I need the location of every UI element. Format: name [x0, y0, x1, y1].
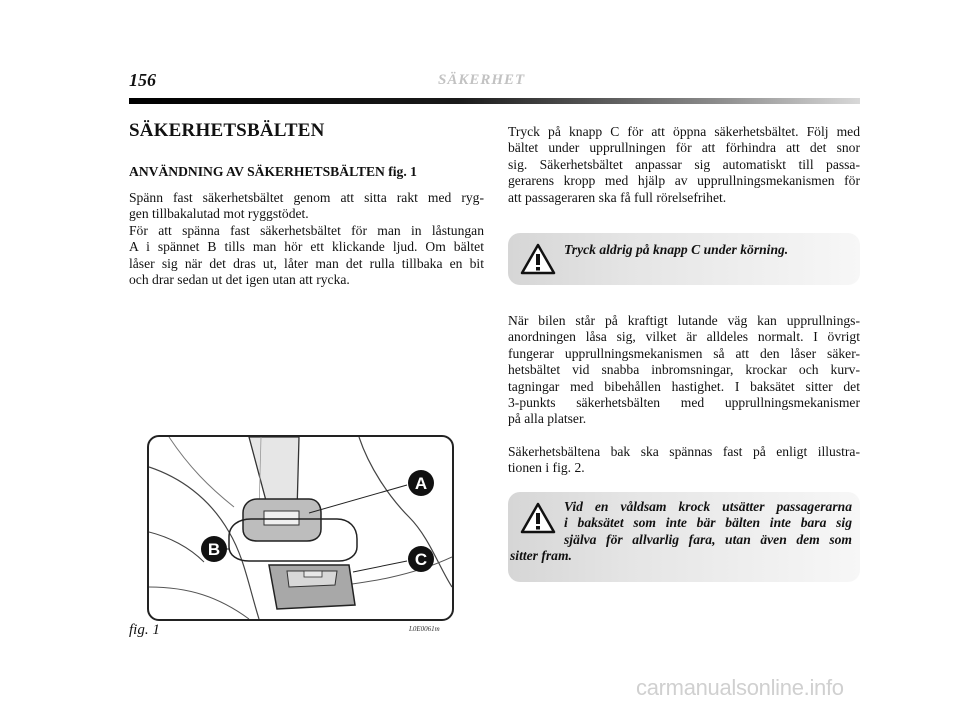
text-line: Tryck på knapp C för att öppna säkerhetsbältet. Följ med: [508, 124, 860, 139]
label-a-marker: [408, 470, 434, 496]
text-line: tagningar med bibehållen hastighet. I baksätet sitter det: [508, 378, 860, 394]
label-c: C: [414, 550, 428, 569]
section-title: SÄKERHETSBÄLTEN: [129, 120, 325, 141]
right-paragraph-1: [508, 124, 860, 206]
label-a: A: [414, 474, 428, 493]
text-line: A i spännet B tills man hör ett klickande ljud. Om bältet: [129, 239, 484, 255]
running-header: SÄKERHET: [438, 72, 526, 88]
text-line: fungerar upprullningsmekanismen så att den låser säker-: [508, 345, 860, 361]
left-paragraph: [129, 190, 484, 288]
warning-text-2: [564, 499, 852, 548]
warning-box-1: [508, 233, 860, 285]
text-line: För att spänna fast säkerhetsbältet för man in låstungan: [129, 222, 484, 238]
text-line: tionen i fig. 2.: [508, 460, 585, 476]
figure-code: L0E0061m: [409, 625, 440, 633]
right-paragraph-3: [508, 444, 860, 477]
warning-text-1: Tryck aldrig på knapp C under körning.: [564, 242, 789, 257]
figure-caption: fig. 1: [129, 622, 160, 638]
header-rule: [129, 98, 860, 104]
seatbelt-buckle-illustration: [147, 435, 454, 621]
warning-line: sitter fram.: [510, 548, 572, 563]
text-line: låser sig när det dras ut, låter man det rulla tillbaka en bit: [129, 255, 484, 271]
text-line: 3-punkts säkerhetsbälten med upprullningsmekanismer: [508, 395, 860, 411]
label-c-marker: [408, 546, 434, 572]
text-line: Spänn fast säkerhetsbältet genom att sitta rakt med ryg-: [129, 190, 484, 205]
text-line: gerarens kropp med hjälp av upprullningsmekanismen för: [508, 173, 860, 189]
text-line: Säkerhetsbältena bak ska spännas fast på enligt illustra-: [508, 444, 860, 459]
text-line: och drar sedan ut det igen utan att rycka.: [129, 272, 350, 288]
label-b-marker: [201, 536, 227, 562]
watermark: carmanualsonline.info: [636, 675, 844, 700]
warning-line: i baksätet som inte bär bälten inte bara sig: [564, 515, 852, 531]
page-number: 156: [129, 70, 156, 90]
text-line: När bilen står på kraftigt lutande väg kan upprullnings-: [508, 313, 860, 328]
text-line: anordningen låsa sig, vilket är alldeles normalt. I övrigt: [508, 329, 860, 345]
right-paragraph-2: [508, 313, 860, 428]
subsection-title: ANVÄNDNING AV SÄKERHETSBÄLTEN fig. 1: [129, 164, 417, 179]
warning-line: själva för allvarlig fara, utan även dem som: [564, 531, 852, 547]
warning-triangle-icon: [520, 502, 556, 534]
text-line: bältet under upprullningen för att förhindra att det snor: [508, 140, 860, 156]
text-line: att passageraren ska få full rörelsefrihet.: [508, 189, 727, 205]
text-line: sig. Säkerhetsbältet anpassar sig automatiskt till passa-: [508, 156, 860, 172]
label-b: B: [207, 540, 221, 559]
text-line: på alla platser.: [508, 411, 587, 427]
warning-line: Vid en våldsam krock utsätter passagerarna: [564, 499, 852, 514]
text-line: hetsbältet vid snabba inbromsningar, krockar och kurv-: [508, 362, 860, 378]
warning-triangle-icon: [520, 243, 556, 275]
text-line: gen tillbakalutad mot ryggstödet.: [129, 206, 309, 222]
warning-box-2: [508, 492, 860, 582]
